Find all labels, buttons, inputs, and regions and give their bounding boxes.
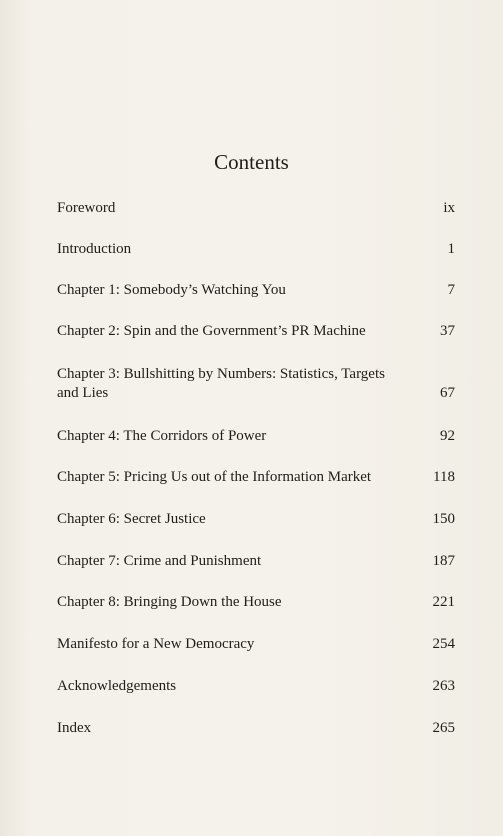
toc-entry-chapter-5 <box>57 468 455 487</box>
toc-entry-label: Chapter 2: Spin and the Government’s PR Machine <box>57 323 366 339</box>
toc-entry-page: 92 <box>440 428 455 444</box>
toc-entry-chapter-7 <box>57 552 455 571</box>
toc-entry-page: 1 <box>447 241 455 257</box>
toc-entry-chapter-8 <box>57 593 455 612</box>
contents-title: Contents <box>214 150 289 174</box>
toc-entry-chapter-4 <box>57 427 455 446</box>
toc-entry-label: Chapter 6: Secret Justice <box>57 511 206 527</box>
toc-entry-chapter-2 <box>57 322 455 341</box>
toc-entry-index <box>57 719 455 738</box>
toc-entry-page: 118 <box>433 469 455 485</box>
toc-entry-page: 265 <box>432 720 455 736</box>
toc-entry-label: Chapter 7: Crime and Punishment <box>57 553 262 569</box>
toc-entry-page: 67 <box>440 385 455 401</box>
toc-entry-label: Index <box>57 720 92 736</box>
toc-entry-chapter-6 <box>57 510 455 529</box>
toc-entry-label: Chapter 1: Somebody’s Watching You <box>57 282 286 298</box>
toc-entry-page: 37 <box>440 323 455 339</box>
toc-entry-page: 150 <box>432 511 455 527</box>
toc-entry-chapter-3 <box>57 365 455 403</box>
toc-entry-manifesto <box>57 635 455 654</box>
toc-entry-page: 221 <box>432 594 455 610</box>
toc-entry-label: Acknowledgements <box>57 678 177 694</box>
toc-entry-page: ix <box>443 200 455 216</box>
toc-entry-label: Chapter 8: Bringing Down the House <box>57 594 282 610</box>
toc-entry-acknowledgements <box>57 677 455 696</box>
toc-entry-label: Chapter 3: Bullshitting by Numbers: Statistics, Targets and Lies <box>57 366 385 401</box>
toc-entry-label: Chapter 5: Pricing Us out of the Information Market <box>57 469 372 485</box>
toc-entry-chapter-1 <box>57 281 455 300</box>
toc-entry-page: 7 <box>447 282 455 298</box>
toc-entry-label: Chapter 4: The Corridors of Power <box>57 428 267 444</box>
toc-entry-foreword <box>57 199 455 218</box>
toc-entry-page: 263 <box>432 678 455 694</box>
toc-entry-page: 187 <box>432 553 455 569</box>
toc-entry-label: Manifesto for a New Democracy <box>57 636 255 652</box>
toc-entry-page: 254 <box>432 636 455 652</box>
toc-entry-label: Introduction <box>57 241 132 257</box>
toc-entry-introduction <box>57 240 455 259</box>
toc-entry-label: Foreword <box>57 200 116 216</box>
